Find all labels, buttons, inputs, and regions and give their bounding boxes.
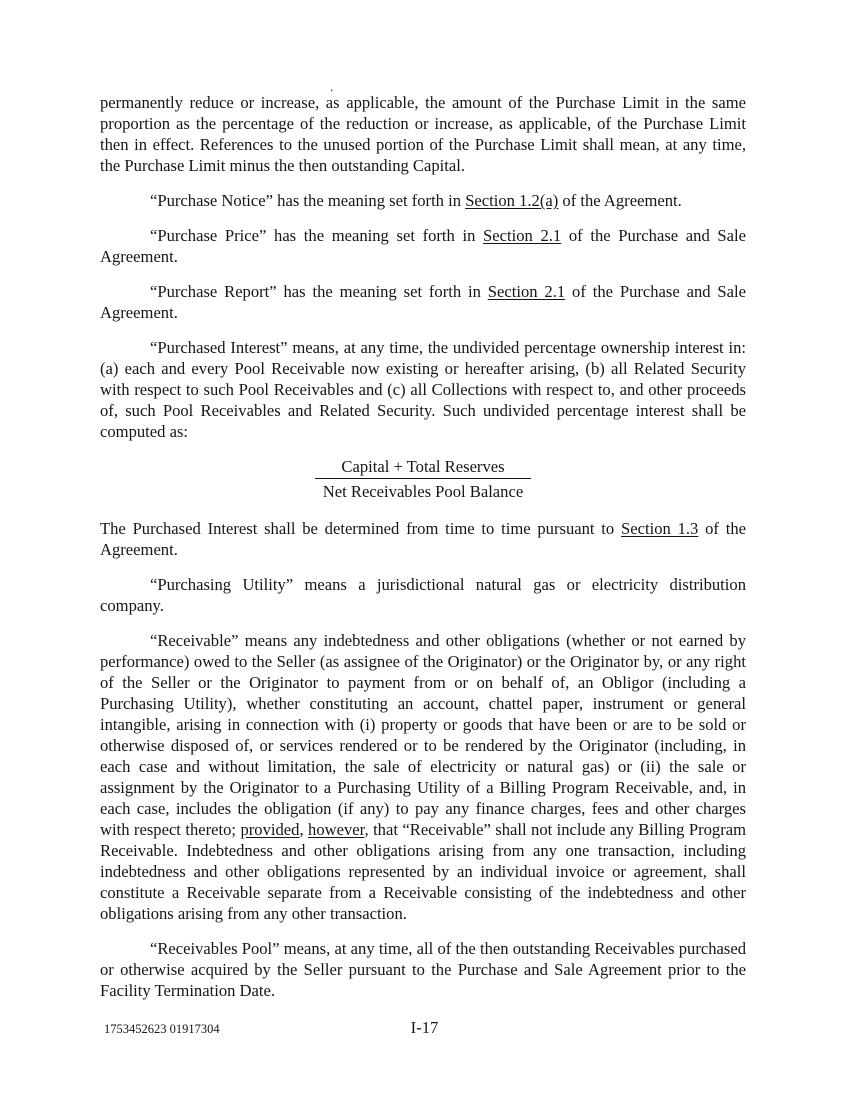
- paragraph-text: , that “Receivable” shall not include any Billing Program Receivable. Indebtedness and other obligations arising from any one transaction, including indebtedness and other obligations represented by an individual invoice or agreement, shall constitute a Receivable separate from a Receivable consisting of the indebtedness and other obligations arising from any other transaction.: [100, 820, 746, 923]
- section-reference: Section 1.2(a): [465, 191, 559, 210]
- paragraph-purchase-price: [100, 225, 746, 267]
- paragraph-purchase-limit-continuation: [100, 92, 746, 176]
- formula-numerator: Capital + Total Reserves: [315, 456, 530, 479]
- paragraph-text: of the Agreement.: [100, 519, 746, 559]
- paragraph-text: “Purchase Notice” has the meaning set forth in: [150, 191, 466, 210]
- paragraph-text: ,: [299, 820, 309, 839]
- paragraph-text: “Receivables Pool” means, at any time, all of the then outstanding Receivables purchased or otherwise acquired by the Seller pursuant to the Purchase and Sale Agreement prior to the Facility Termination Date.: [100, 939, 746, 1000]
- paragraph-text: “Receivable” means any indebtedness and other obligations (whether or not earned by performance) owed to the Seller (as assignee of the Originator) or the Originator by, or any right of the Seller or the Originator to payment from or on behalf of, an Obligor (including a Purchasing Utility), whether constituting an account, chattel paper, instrument or general intangible, arising in connection with (i) property or goods that have been or are to be sold or otherwise disposed of, or services rendered or to be rendered by the Originator (including, in each case and without limitation, the sale of electricity or natural gas) or (ii) the sale or assignment by the Originator to a Purchasing Utility of a Billing Program Receivable, and, in each case, includes the obligation (if any) to pay any finance charges, fees and other charges with respect thereto;: [100, 631, 746, 839]
- paragraph-text: of the Purchase and Sale Agreement.: [100, 226, 746, 266]
- paragraph-receivable: [100, 630, 746, 924]
- section-reference: Section 1.3: [621, 519, 699, 538]
- paragraph-text: of the Purchase and Sale Agreement.: [100, 282, 746, 322]
- paragraph-purchasing-utility: [100, 574, 746, 616]
- document-body: [100, 92, 746, 1015]
- paragraph-text: “Purchasing Utility” means a jurisdictional natural gas or electricity distribution company.: [100, 575, 746, 615]
- section-reference: Section 2.1: [483, 226, 562, 245]
- proviso-term: however: [308, 820, 365, 839]
- formula-denominator: Net Receivables Pool Balance: [322, 482, 524, 501]
- purchased-interest-formula: [100, 456, 746, 502]
- paragraph-text: “Purchase Report” has the meaning set forth in: [150, 282, 488, 301]
- stray-dot-artifact: .: [330, 79, 334, 94]
- paragraph-purchase-report: [100, 281, 746, 323]
- page-footer: [0, 1013, 849, 1043]
- paragraph-purchase-notice: [100, 190, 746, 211]
- paragraph-text: The Purchased Interest shall be determined from time to time pursuant to: [100, 519, 622, 538]
- page-number: I-17: [410, 1018, 439, 1037]
- paragraph-purchased-interest: [100, 337, 746, 442]
- paragraph-text: of the Agreement.: [558, 191, 682, 210]
- proviso-term: provided: [240, 820, 300, 839]
- document-control-number: 1753452623 01917304: [104, 1022, 220, 1036]
- section-reference: Section 2.1: [487, 282, 566, 301]
- paragraph-text: “Purchased Interest” means, at any time, the undivided percentage ownership interest in: (a) each and every Pool Receivable now existing or hereafter arising, (b) all Related Security with respect to such Pool Receivables and (c) all Collections with respect to, and other proceeds of, such Pool Receivables and Related Security. Such undivided percentage interest shall be computed as:: [100, 338, 746, 441]
- paragraph-receivables-pool: [100, 938, 746, 1001]
- paragraph-purchased-interest-determination: [100, 518, 746, 560]
- paragraph-text: permanently reduce or increase, as applicable, the amount of the Purchase Limit in the same proportion as the percentage of the reduction or increase, as applicable, of the Purchase Limit then in effect. References to the unused portion of the Purchase Limit shall mean, at any time, the Purchase Limit minus the then outstanding Capital.: [100, 93, 746, 175]
- paragraph-text: “Purchase Price” has the meaning set forth in: [150, 226, 484, 245]
